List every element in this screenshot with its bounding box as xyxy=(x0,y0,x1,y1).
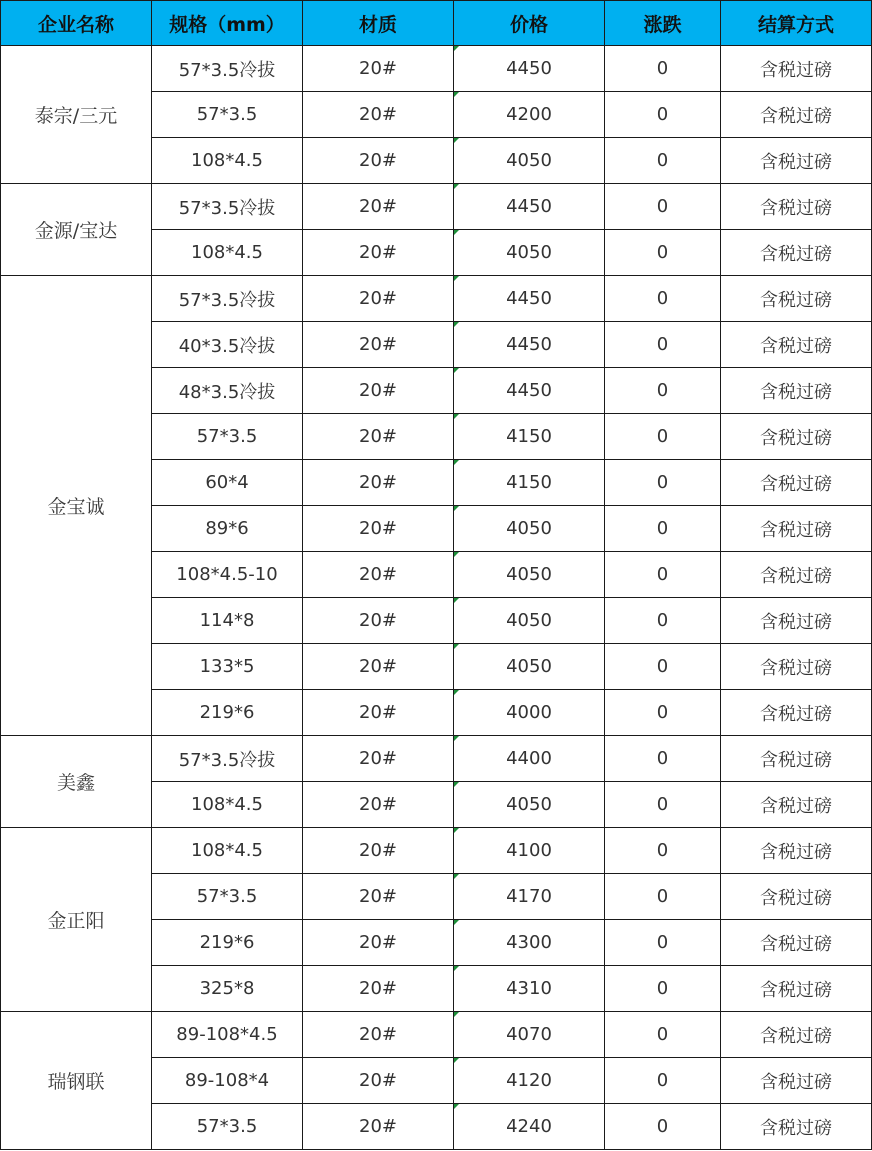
table-row xyxy=(1,276,872,322)
change-cell: 0 xyxy=(605,690,721,736)
price-cell: 4450 xyxy=(454,322,605,368)
settlement-cell: 含税过磅 xyxy=(721,460,872,506)
settlement-cell: 含税过磅 xyxy=(721,138,872,184)
spec-cell: 108*4.5 xyxy=(152,138,303,184)
table-row xyxy=(1,828,872,874)
material-cell: 20# xyxy=(303,690,454,736)
header-company: 企业名称 xyxy=(1,1,152,46)
table-row xyxy=(1,184,872,230)
spec-cell: 57*3.5 xyxy=(152,1104,303,1150)
price-cell: 4050 xyxy=(454,598,605,644)
change-cell: 0 xyxy=(605,460,721,506)
table-body xyxy=(1,46,872,1150)
company-name-cell: 瑞钢联 xyxy=(1,1012,152,1150)
spec-cell: 108*4.5 xyxy=(152,828,303,874)
change-cell: 0 xyxy=(605,598,721,644)
change-cell: 0 xyxy=(605,920,721,966)
settlement-cell: 含税过磅 xyxy=(721,92,872,138)
settlement-cell: 含税过磅 xyxy=(721,1104,872,1150)
material-cell: 20# xyxy=(303,828,454,874)
table-header xyxy=(1,1,872,46)
change-cell: 0 xyxy=(605,46,721,92)
spec-cell: 89-108*4 xyxy=(152,1058,303,1104)
material-cell: 20# xyxy=(303,230,454,276)
material-cell: 20# xyxy=(303,138,454,184)
header-spec: 规格（mm） xyxy=(152,1,303,46)
change-cell: 0 xyxy=(605,368,721,414)
spec-cell: 48*3.5冷拔 xyxy=(152,368,303,414)
price-cell: 4150 xyxy=(454,414,605,460)
material-cell: 20# xyxy=(303,1058,454,1104)
settlement-cell: 含税过磅 xyxy=(721,506,872,552)
table-row xyxy=(1,1012,872,1058)
price-cell: 4450 xyxy=(454,184,605,230)
price-cell: 4050 xyxy=(454,644,605,690)
material-cell: 20# xyxy=(303,46,454,92)
price-cell: 4050 xyxy=(454,230,605,276)
change-cell: 0 xyxy=(605,230,721,276)
price-cell: 4450 xyxy=(454,46,605,92)
header-change: 涨跌 xyxy=(605,1,721,46)
spec-cell: 108*4.5-10 xyxy=(152,552,303,598)
price-cell: 4100 xyxy=(454,828,605,874)
header-row xyxy=(1,1,872,46)
settlement-cell: 含税过磅 xyxy=(721,276,872,322)
material-cell: 20# xyxy=(303,368,454,414)
spec-cell: 108*4.5 xyxy=(152,782,303,828)
material-cell: 20# xyxy=(303,322,454,368)
price-cell: 4050 xyxy=(454,506,605,552)
settlement-cell: 含税过磅 xyxy=(721,230,872,276)
settlement-cell: 含税过磅 xyxy=(721,736,872,782)
company-name-cell: 美鑫 xyxy=(1,736,152,828)
settlement-cell: 含税过磅 xyxy=(721,920,872,966)
change-cell: 0 xyxy=(605,138,721,184)
spec-cell: 325*8 xyxy=(152,966,303,1012)
settlement-cell: 含税过磅 xyxy=(721,414,872,460)
settlement-cell: 含税过磅 xyxy=(721,782,872,828)
settlement-cell: 含税过磅 xyxy=(721,322,872,368)
price-cell: 4310 xyxy=(454,966,605,1012)
spec-cell: 40*3.5冷拔 xyxy=(152,322,303,368)
change-cell: 0 xyxy=(605,276,721,322)
material-cell: 20# xyxy=(303,506,454,552)
material-cell: 20# xyxy=(303,276,454,322)
change-cell: 0 xyxy=(605,552,721,598)
settlement-cell: 含税过磅 xyxy=(721,598,872,644)
settlement-cell: 含税过磅 xyxy=(721,644,872,690)
price-cell: 4000 xyxy=(454,690,605,736)
material-cell: 20# xyxy=(303,92,454,138)
material-cell: 20# xyxy=(303,184,454,230)
material-cell: 20# xyxy=(303,1012,454,1058)
material-cell: 20# xyxy=(303,736,454,782)
price-cell: 4070 xyxy=(454,1012,605,1058)
spec-cell: 219*6 xyxy=(152,920,303,966)
settlement-cell: 含税过磅 xyxy=(721,966,872,1012)
material-cell: 20# xyxy=(303,552,454,598)
change-cell: 0 xyxy=(605,414,721,460)
change-cell: 0 xyxy=(605,874,721,920)
price-cell: 4050 xyxy=(454,552,605,598)
price-cell: 4240 xyxy=(454,1104,605,1150)
spec-cell: 60*4 xyxy=(152,460,303,506)
header-material: 材质 xyxy=(303,1,454,46)
spec-cell: 57*3.5冷拔 xyxy=(152,736,303,782)
price-cell: 4170 xyxy=(454,874,605,920)
change-cell: 0 xyxy=(605,506,721,552)
spec-cell: 133*5 xyxy=(152,644,303,690)
material-cell: 20# xyxy=(303,1104,454,1150)
company-name-cell: 金源/宝达 xyxy=(1,184,152,276)
price-cell: 4050 xyxy=(454,782,605,828)
material-cell: 20# xyxy=(303,920,454,966)
change-cell: 0 xyxy=(605,1058,721,1104)
material-cell: 20# xyxy=(303,644,454,690)
material-cell: 20# xyxy=(303,460,454,506)
change-cell: 0 xyxy=(605,966,721,1012)
change-cell: 0 xyxy=(605,1104,721,1150)
table-row xyxy=(1,46,872,92)
spec-cell: 57*3.5 xyxy=(152,92,303,138)
price-cell: 4150 xyxy=(454,460,605,506)
spec-cell: 57*3.5冷拔 xyxy=(152,184,303,230)
change-cell: 0 xyxy=(605,322,721,368)
change-cell: 0 xyxy=(605,782,721,828)
material-cell: 20# xyxy=(303,874,454,920)
settlement-cell: 含税过磅 xyxy=(721,184,872,230)
settlement-cell: 含税过磅 xyxy=(721,874,872,920)
settlement-cell: 含税过磅 xyxy=(721,368,872,414)
company-name-cell: 金宝诚 xyxy=(1,276,152,736)
price-cell: 4300 xyxy=(454,920,605,966)
change-cell: 0 xyxy=(605,184,721,230)
table-row xyxy=(1,736,872,782)
spec-cell: 57*3.5冷拔 xyxy=(152,46,303,92)
change-cell: 0 xyxy=(605,736,721,782)
spec-cell: 114*8 xyxy=(152,598,303,644)
settlement-cell: 含税过磅 xyxy=(721,1058,872,1104)
spec-cell: 57*3.5冷拔 xyxy=(152,276,303,322)
material-cell: 20# xyxy=(303,414,454,460)
price-cell: 4450 xyxy=(454,368,605,414)
material-cell: 20# xyxy=(303,966,454,1012)
spec-cell: 89-108*4.5 xyxy=(152,1012,303,1058)
header-settlement: 结算方式 xyxy=(721,1,872,46)
change-cell: 0 xyxy=(605,1012,721,1058)
spec-cell: 108*4.5 xyxy=(152,230,303,276)
company-name-cell: 金正阳 xyxy=(1,828,152,1012)
company-name-cell: 泰宗/三元 xyxy=(1,46,152,184)
price-cell: 4120 xyxy=(454,1058,605,1104)
price-cell: 4050 xyxy=(454,138,605,184)
change-cell: 0 xyxy=(605,828,721,874)
spec-cell: 57*3.5 xyxy=(152,414,303,460)
spec-cell: 219*6 xyxy=(152,690,303,736)
spec-cell: 57*3.5 xyxy=(152,874,303,920)
settlement-cell: 含税过磅 xyxy=(721,828,872,874)
settlement-cell: 含税过磅 xyxy=(721,1012,872,1058)
price-cell: 4200 xyxy=(454,92,605,138)
price-cell: 4400 xyxy=(454,736,605,782)
settlement-cell: 含税过磅 xyxy=(721,552,872,598)
spec-cell: 89*6 xyxy=(152,506,303,552)
change-cell: 0 xyxy=(605,644,721,690)
price-cell: 4450 xyxy=(454,276,605,322)
change-cell: 0 xyxy=(605,92,721,138)
material-cell: 20# xyxy=(303,782,454,828)
material-cell: 20# xyxy=(303,598,454,644)
settlement-cell: 含税过磅 xyxy=(721,690,872,736)
header-price: 价格 xyxy=(454,1,605,46)
settlement-cell: 含税过磅 xyxy=(721,46,872,92)
